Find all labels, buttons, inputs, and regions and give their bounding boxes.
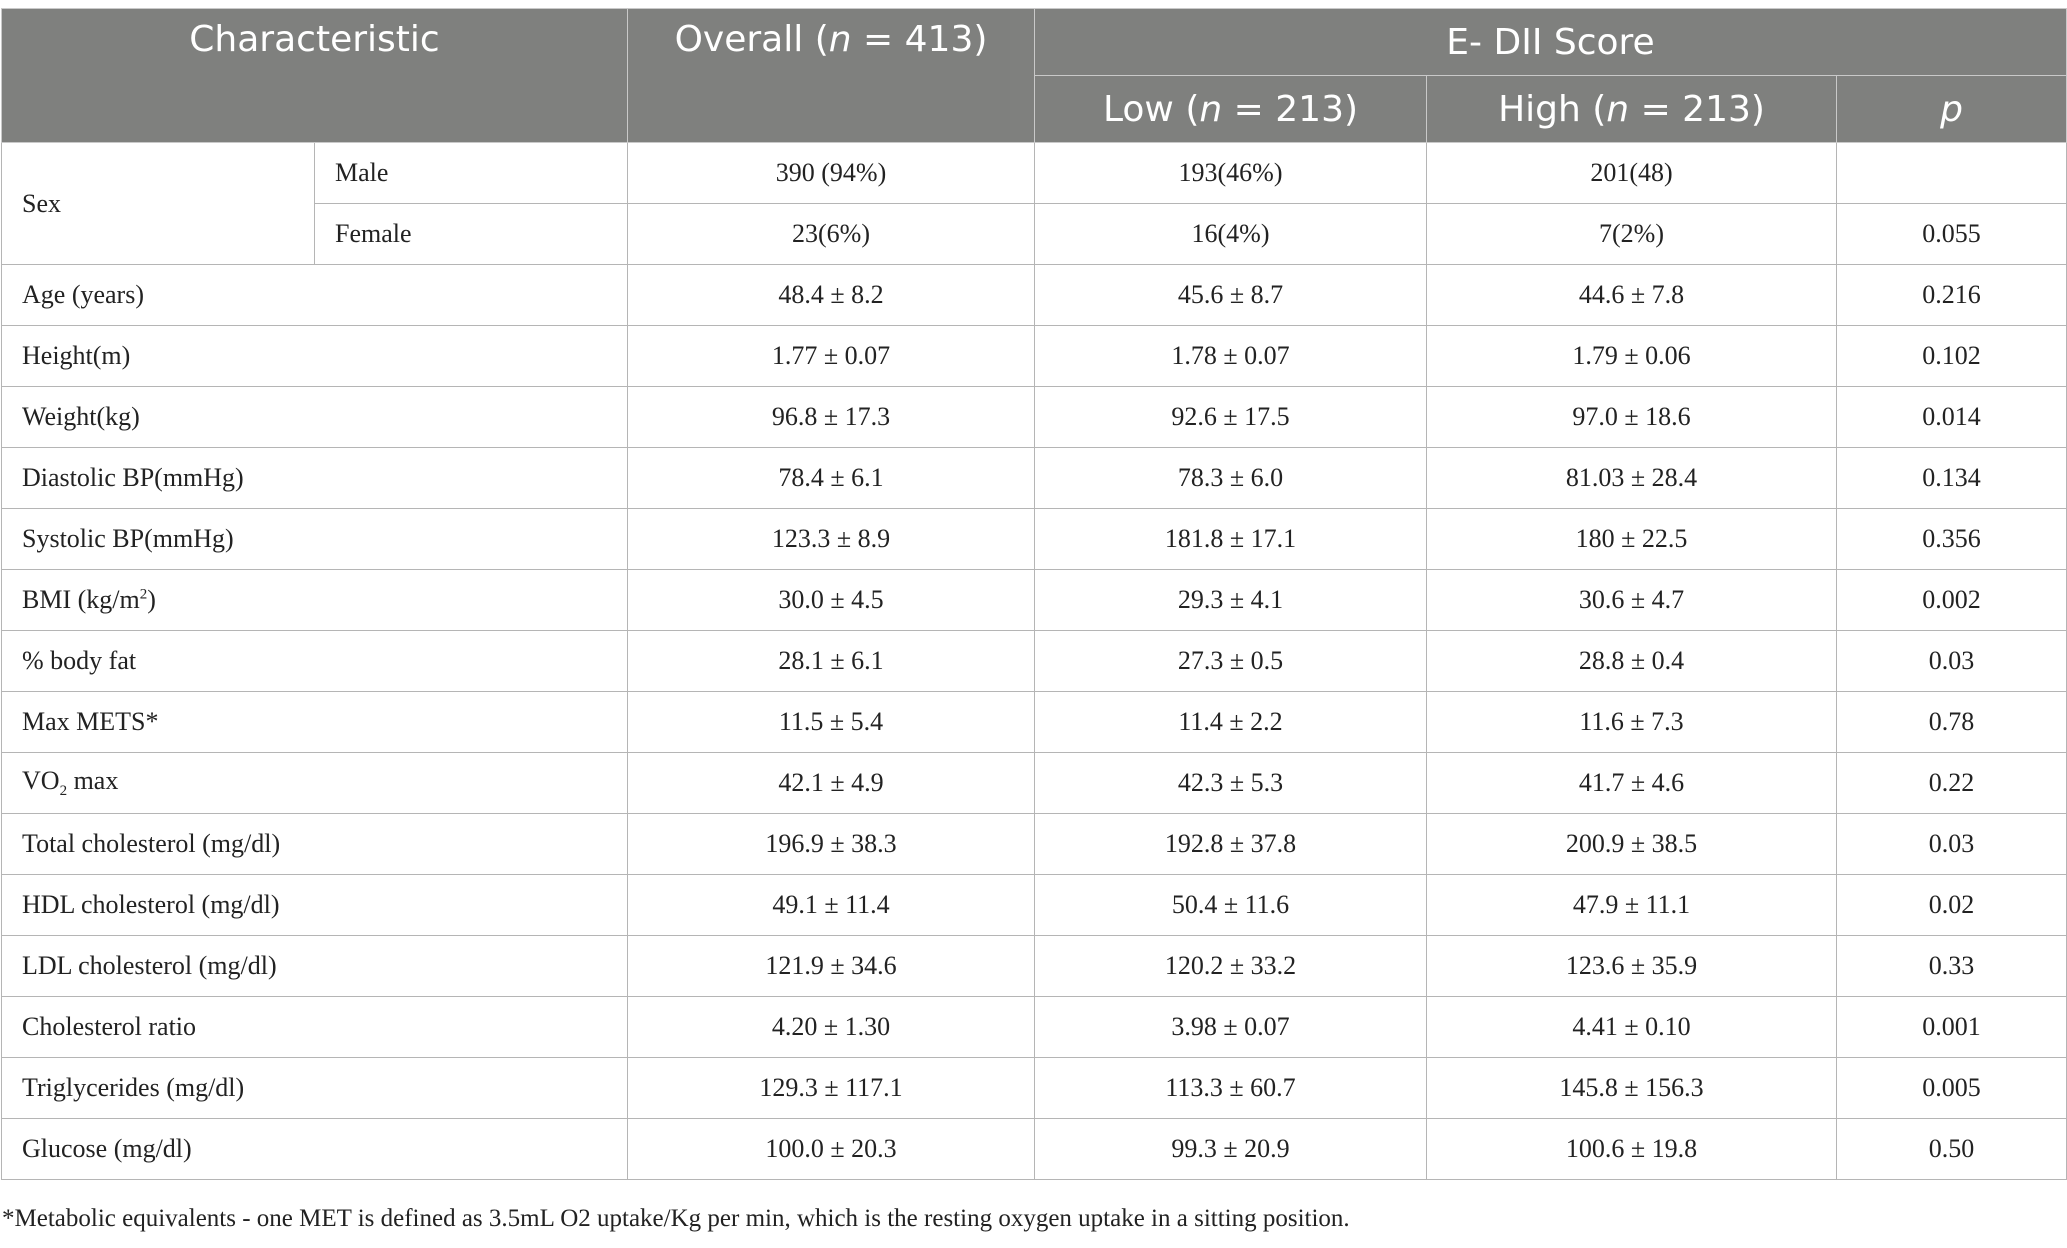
- cell-low: 99.3 ± 20.9: [1035, 1119, 1427, 1180]
- cell-high: 1.79 ± 0.06: [1427, 326, 1837, 387]
- header-high: [1427, 76, 1837, 143]
- row-label: Height(m): [2, 326, 628, 387]
- row-label: Glucose (mg/dl): [2, 1119, 628, 1180]
- header-characteristic: Characteristic: [2, 9, 628, 143]
- cell-p: 0.055: [1837, 204, 2067, 265]
- cell-high: 47.9 ± 11.1: [1427, 875, 1837, 936]
- cell-p: 0.03: [1837, 814, 2067, 875]
- cell-p: 0.134: [1837, 448, 2067, 509]
- cell-high: 201(48): [1427, 143, 1837, 204]
- cell-p: 0.03: [1837, 631, 2067, 692]
- cell-p: 0.001: [1837, 997, 2067, 1058]
- table-row: [2, 509, 2067, 570]
- table-row: [2, 326, 2067, 387]
- row-label: Cholesterol ratio: [2, 997, 628, 1058]
- cell-p: 0.002: [1837, 570, 2067, 631]
- bmi-label-sup: 2: [139, 586, 148, 603]
- cell-high: 100.6 ± 19.8: [1427, 1119, 1837, 1180]
- cell-low: 27.3 ± 0.5: [1035, 631, 1427, 692]
- row-label: Triglycerides (mg/dl): [2, 1058, 628, 1119]
- table-row: [2, 692, 2067, 753]
- cell-overall: 129.3 ± 117.1: [628, 1058, 1035, 1119]
- row-label: Age (years): [2, 265, 628, 326]
- row-label-bmi: [2, 570, 628, 631]
- cell-low: 1.78 ± 0.07: [1035, 326, 1427, 387]
- header-overall-suffix: = 413): [851, 19, 988, 60]
- cell-low: 45.6 ± 8.7: [1035, 265, 1427, 326]
- cell-p: 0.005: [1837, 1058, 2067, 1119]
- cell-low: 29.3 ± 4.1: [1035, 570, 1427, 631]
- cell-overall: 4.20 ± 1.30: [628, 997, 1035, 1058]
- vo2-label-sub: 2: [59, 783, 68, 800]
- cell-high: 145.8 ± 156.3: [1427, 1058, 1837, 1119]
- header-row-1: [2, 9, 2067, 76]
- cell-low: 50.4 ± 11.6: [1035, 875, 1427, 936]
- cell-overall: 11.5 ± 5.4: [628, 692, 1035, 753]
- cell-low: 113.3 ± 60.7: [1035, 1058, 1427, 1119]
- table-row: [2, 448, 2067, 509]
- table-row: [2, 387, 2067, 448]
- table-row: [2, 936, 2067, 997]
- cell-overall: 78.4 ± 6.1: [628, 448, 1035, 509]
- header-overall-prefix: Overall (: [674, 19, 829, 60]
- cell-p: 0.33: [1837, 936, 2067, 997]
- cell-p: [1837, 143, 2067, 204]
- cell-low: 42.3 ± 5.3: [1035, 753, 1427, 814]
- row-label: LDL cholesterol (mg/dl): [2, 936, 628, 997]
- table-row: [2, 143, 2067, 204]
- cell-high: 44.6 ± 7.8: [1427, 265, 1837, 326]
- cell-high: 180 ± 22.5: [1427, 509, 1837, 570]
- header-p: p: [1837, 76, 2067, 143]
- cell-p: 0.02: [1837, 875, 2067, 936]
- row-sublabel-female: Female: [315, 204, 628, 265]
- cell-overall: 30.0 ± 4.5: [628, 570, 1035, 631]
- cell-low: 3.98 ± 0.07: [1035, 997, 1427, 1058]
- header-high-n: n: [1606, 88, 1630, 130]
- header-low-n: n: [1199, 88, 1223, 130]
- cell-high: 7(2%): [1427, 204, 1837, 265]
- table-container: [0, 8, 2067, 1180]
- table-row: [2, 1119, 2067, 1180]
- cell-low: 78.3 ± 6.0: [1035, 448, 1427, 509]
- cell-high: 11.6 ± 7.3: [1427, 692, 1837, 753]
- cell-overall: 49.1 ± 11.4: [628, 875, 1035, 936]
- row-sublabel-male: Male: [315, 143, 628, 204]
- cell-high: 28.8 ± 0.4: [1427, 631, 1837, 692]
- cell-p: 0.216: [1837, 265, 2067, 326]
- vo2-label-prefix: VO: [22, 765, 60, 795]
- cell-high: 97.0 ± 18.6: [1427, 387, 1837, 448]
- cell-high: 41.7 ± 4.6: [1427, 753, 1837, 814]
- header-overall-n: n: [828, 19, 852, 60]
- cell-high: 200.9 ± 38.5: [1427, 814, 1837, 875]
- characteristics-table: [1, 8, 2067, 1180]
- cell-low: 92.6 ± 17.5: [1035, 387, 1427, 448]
- cell-overall: 1.77 ± 0.07: [628, 326, 1035, 387]
- bmi-label-prefix: BMI (kg/m: [22, 585, 140, 614]
- table-row: [2, 265, 2067, 326]
- cell-overall: 96.8 ± 17.3: [628, 387, 1035, 448]
- vo2-label-suffix: max: [67, 765, 119, 795]
- cell-overall: 48.4 ± 8.2: [628, 265, 1035, 326]
- bmi-label-suffix: ): [147, 585, 156, 614]
- cell-overall: 28.1 ± 6.1: [628, 631, 1035, 692]
- table-row: [2, 997, 2067, 1058]
- table-header: [2, 9, 2067, 143]
- cell-p: 0.014: [1837, 387, 2067, 448]
- cell-overall: 196.9 ± 38.3: [628, 814, 1035, 875]
- row-label-sex: Sex: [2, 143, 315, 265]
- table-row: [2, 875, 2067, 936]
- row-label: % body fat: [2, 631, 628, 692]
- cell-low: 181.8 ± 17.1: [1035, 509, 1427, 570]
- cell-p: 0.22: [1837, 753, 2067, 814]
- header-low: [1035, 76, 1427, 143]
- table-row: [2, 814, 2067, 875]
- cell-low: 120.2 ± 33.2: [1035, 936, 1427, 997]
- row-label: Systolic BP(mmHg): [2, 509, 628, 570]
- header-high-prefix: High (: [1498, 88, 1607, 130]
- cell-p: 0.50: [1837, 1119, 2067, 1180]
- cell-high: 81.03 ± 28.4: [1427, 448, 1837, 509]
- cell-p: 0.78: [1837, 692, 2067, 753]
- cell-overall: 23(6%): [628, 204, 1035, 265]
- cell-low: 16(4%): [1035, 204, 1427, 265]
- table-row: [2, 1058, 2067, 1119]
- cell-high: 30.6 ± 4.7: [1427, 570, 1837, 631]
- cell-high: 4.41 ± 0.10: [1427, 997, 1837, 1058]
- cell-low: 192.8 ± 37.8: [1035, 814, 1427, 875]
- row-label-vo2: [2, 753, 628, 814]
- header-edii-score: E- DII Score: [1035, 9, 2067, 76]
- cell-overall: 42.1 ± 4.9: [628, 753, 1035, 814]
- table-row: [2, 570, 2067, 631]
- cell-low: 11.4 ± 2.2: [1035, 692, 1427, 753]
- row-label: Max METS*: [2, 692, 628, 753]
- header-overall: [628, 9, 1035, 143]
- cell-overall: 390 (94%): [628, 143, 1035, 204]
- header-high-suffix: = 213): [1629, 88, 1765, 130]
- row-label: Weight(kg): [2, 387, 628, 448]
- row-label: HDL cholesterol (mg/dl): [2, 875, 628, 936]
- cell-overall: 100.0 ± 20.3: [628, 1119, 1035, 1180]
- cell-high: 123.6 ± 35.9: [1427, 936, 1837, 997]
- row-label: Diastolic BP(mmHg): [2, 448, 628, 509]
- table-row: [2, 631, 2067, 692]
- table-footnote: *Metabolic equivalents - one MET is defined as 3.5mL O2 uptake/Kg per min, which is the resting oxygen uptake in a sitting position.: [2, 1205, 1350, 1232]
- table-body: [2, 143, 2067, 1180]
- row-label: Total cholesterol (mg/dl): [2, 814, 628, 875]
- header-low-prefix: Low (: [1102, 88, 1200, 130]
- header-low-suffix: = 213): [1222, 88, 1359, 130]
- cell-overall: 121.9 ± 34.6: [628, 936, 1035, 997]
- table-row: [2, 753, 2067, 814]
- cell-overall: 123.3 ± 8.9: [628, 509, 1035, 570]
- cell-p: 0.102: [1837, 326, 2067, 387]
- cell-p: 0.356: [1837, 509, 2067, 570]
- cell-low: 193(46%): [1035, 143, 1427, 204]
